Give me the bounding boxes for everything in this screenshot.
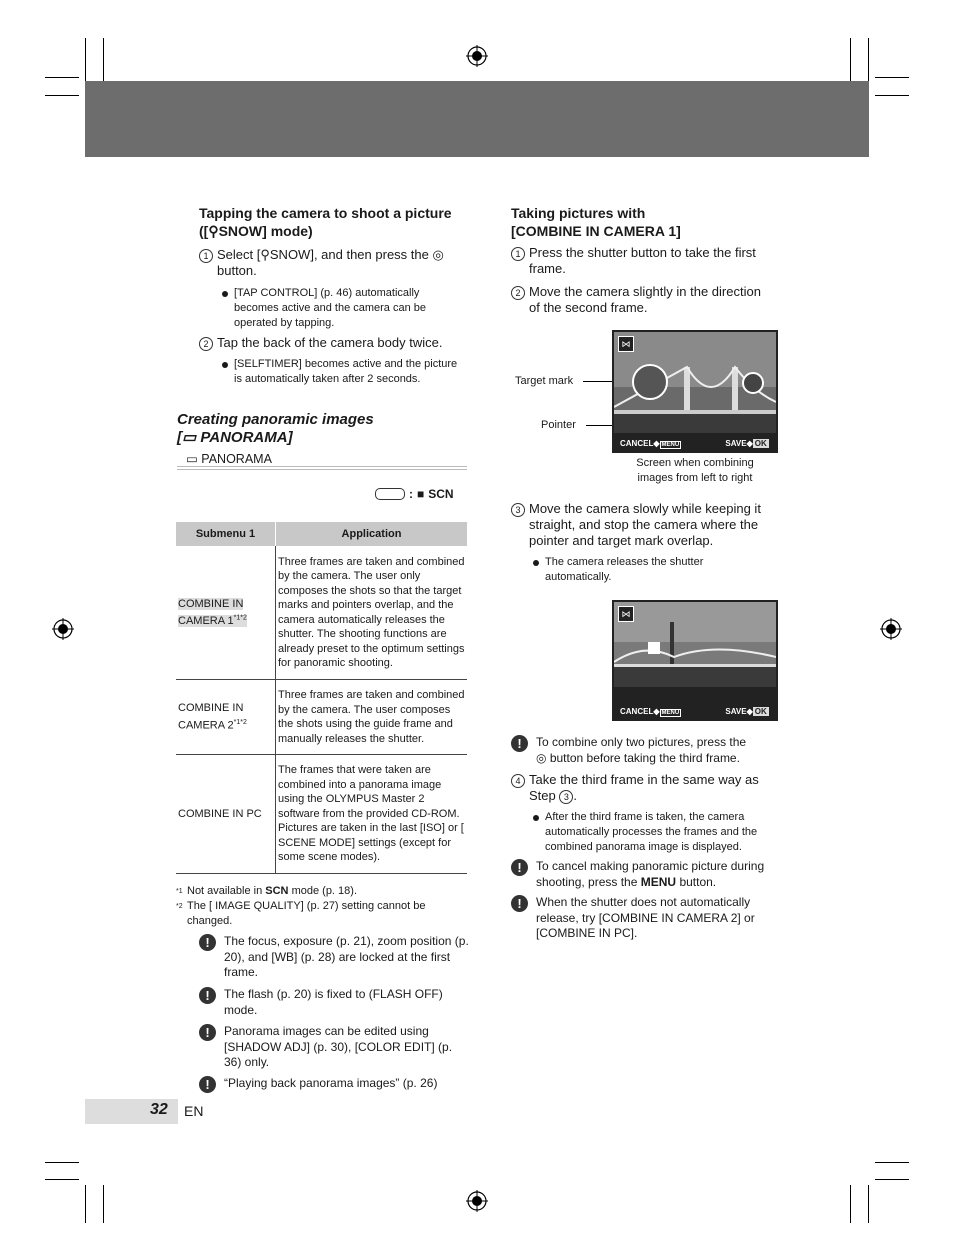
- screen-bar: CANCEL◆ MENU SAVE◆ OK: [614, 704, 776, 719]
- footnote-2: *2 The [ IMAGE QUALITY] (p. 27) setting cannot be changed.: [176, 900, 426, 927]
- caution-icon: !: [199, 987, 216, 1004]
- table-row: COMBINE IN PC The frames that were taken are combined into a panorama image using the OLYMPUS Master 2 software from the provided CD-ROM. Pictures are taken in the last [ISO] or [ SCENE MODE] settings (except for some scene modes).: [176, 755, 467, 874]
- panorama-mode-icon: ⋈: [618, 606, 634, 622]
- camera-screen: [612, 600, 778, 721]
- crop-mark: [103, 1185, 104, 1223]
- caution-icon: !: [199, 1076, 216, 1093]
- step-number: 1: [199, 249, 213, 263]
- header-band: [85, 81, 869, 157]
- crop-mark: [45, 1162, 79, 1163]
- mode-dial-icon: [375, 488, 405, 500]
- registration-mark-icon: [466, 1190, 488, 1212]
- crop-mark: [45, 1179, 79, 1180]
- caution-note: ! The focus, exposure (p. 21), zoom position (p. 20), and [WB] (p. 28) are locked at the first frame.: [199, 934, 469, 981]
- caution-icon: !: [511, 895, 528, 912]
- step-number: 4: [511, 774, 525, 788]
- snow-mode-icon: ⚲: [260, 247, 270, 262]
- target-mark-label: Target mark: [515, 375, 574, 387]
- screen-caption: Screen when combining images from left to right: [636, 457, 754, 484]
- caution-note: ! To cancel making panoramic picture during shooting, press the MENU button.: [511, 859, 773, 890]
- bridge-image: [614, 602, 776, 719]
- caution-note: ! “Playing back panorama images” (p. 26): [199, 1076, 469, 1093]
- crop-mark: [850, 1185, 851, 1223]
- crop-mark: [875, 95, 909, 96]
- page-number: 32: [150, 1101, 168, 1118]
- crop-mark: [45, 95, 79, 96]
- step-4: 4 Take the third frame in the same way as Step 3 .: [511, 772, 773, 804]
- step-number: 2: [511, 286, 525, 300]
- caution-note: ! The flash (p. 20) is fixed to (FLASH OFF) mode.: [199, 987, 469, 1018]
- snow-mode-icon: ⚲: [208, 223, 219, 239]
- ok-button-icon: ◎: [536, 750, 547, 765]
- ok-button-icon: ◎: [432, 247, 444, 262]
- screen-bar: CANCEL◆ MENU SAVE◆ OK: [614, 436, 776, 451]
- step-2: 2 Tap the back of the camera body twice.: [199, 335, 469, 351]
- bullet-dot: [222, 362, 228, 368]
- panorama-icon: ▭: [182, 429, 197, 446]
- footnote-1: *1 Not available in SCN mode (p. 18).: [176, 885, 357, 897]
- crop-mark: [875, 77, 909, 78]
- step-number: 3: [559, 790, 573, 804]
- pointer-icon: [648, 642, 660, 654]
- crop-mark: [875, 1179, 909, 1180]
- pointer-icon: [742, 372, 764, 394]
- table-row: COMBINE IN CAMERA $2^{*1*2}$ Three frames are taken and combined by the camera. The user composes the shots using the guide frame and manually releases the shutter.: [176, 680, 467, 755]
- camera-screen: [612, 330, 778, 453]
- step-number: 3: [511, 503, 525, 517]
- language-code: EN: [184, 1103, 204, 1119]
- crop-mark: [868, 1185, 869, 1223]
- registration-mark-icon: [52, 618, 74, 640]
- step-2: 2 Move the camera slightly in the direction of the second frame.: [511, 284, 773, 316]
- bullet-dot: [533, 560, 539, 566]
- table-header: Application: [276, 522, 468, 546]
- step-3: 3 Move the camera slowly while keeping it straight, and stop the camera where the pointer and target mark overlap.: [511, 501, 773, 549]
- caution-icon: !: [199, 934, 216, 951]
- bullet-dot: [533, 815, 539, 821]
- caution-note: ! When the shutter does not automatically release, try [COMBINE IN CAMERA 2] or [COMBINE IN PC].: [511, 895, 773, 942]
- divider: [177, 466, 467, 470]
- caution-note: ! To combine only two pictures, press the ◎ button before taking the third frame.: [511, 735, 773, 766]
- caution-icon: !: [511, 735, 528, 752]
- submenu-table: [176, 522, 467, 874]
- table-row: COMBINE IN CAMERA $1^{*1*2}$ Three frames are taken and combined by the camera. The user only composes the shots so that the target marks and pointers overlap, and the camera automatically releases the shutter. The shooting functions are already preset to the optimum settings for panoramic shooting.: [176, 546, 467, 680]
- step-number: 2: [199, 337, 213, 351]
- mode-indicator: : ■ SCN: [375, 487, 454, 501]
- bullet-note: [TAP CONTROL] (p. 46) automatically becomes active and the camera can be operated by tapping.: [222, 286, 467, 331]
- bullet-note: [SELFTIMER] becomes active and the picture is automatically taken after 2 seconds.: [222, 357, 467, 387]
- step-1: 1 Press the shutter button to take the first frame.: [511, 245, 773, 277]
- camera-icon: ■: [417, 487, 425, 501]
- menu-path: ▭ PANORAMA: [186, 452, 272, 466]
- bullet-dot: [222, 291, 228, 297]
- bullet-note: After the third frame is taken, the camera automatically processes the frames and the combined panorama image is displayed.: [533, 810, 771, 855]
- caution-icon: !: [199, 1024, 216, 1041]
- bullet-note: The camera releases the shutter automatically.: [533, 555, 768, 585]
- panorama-icon: ▭: [186, 452, 198, 466]
- crop-mark: [85, 1185, 86, 1223]
- registration-mark-icon: [466, 45, 488, 67]
- target-mark-icon: [632, 364, 668, 400]
- tap-heading: Tapping the camera to shoot a picture ([⚲SNOW] mode): [199, 205, 452, 239]
- caution-note: ! Panorama images can be edited using [SHADOW ADJ] (p. 30), [COLOR EDIT] (p. 36) only.: [199, 1024, 469, 1071]
- panorama-mode-icon: ⋈: [618, 336, 634, 352]
- crop-mark: [875, 1162, 909, 1163]
- pointer-label: Pointer: [541, 419, 576, 431]
- step-1: 1 Select [⚲SNOW], and then press the ◎ button.: [199, 247, 469, 279]
- registration-mark-icon: [880, 618, 902, 640]
- caution-icon: !: [511, 859, 528, 876]
- table-header: Submenu 1: [176, 522, 276, 546]
- right-heading: Taking pictures with [COMBINE IN CAMERA 1]: [511, 205, 681, 239]
- section-title: Creating panoramic images [▭ PANORAMA]: [177, 411, 374, 446]
- crop-mark: [45, 77, 79, 78]
- step-number: 1: [511, 247, 525, 261]
